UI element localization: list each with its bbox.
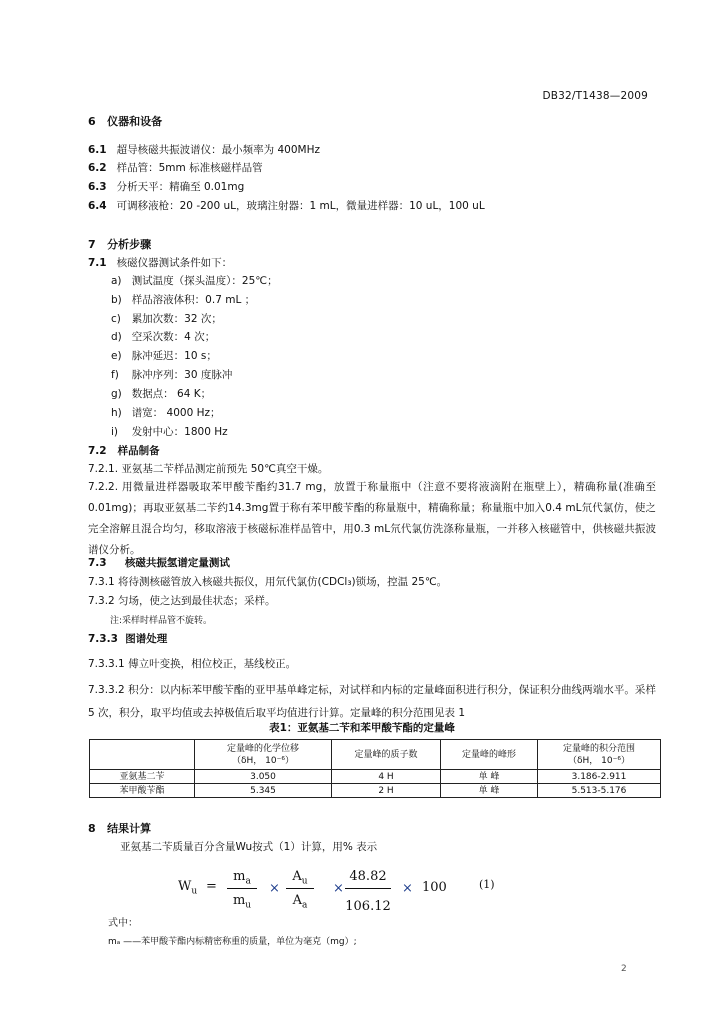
quant-peak-table [89,739,661,798]
fraction-1-numerator: $m_a$ [233,869,251,887]
fraction-1-bar [227,888,257,889]
section-8-intro: 亚氨基二苄质量百分含量Wu按式（1）计算，用% 表示 [120,841,378,853]
cell-shift: 5.345 [195,784,332,798]
fraction-3-numerator: 48.82 [349,869,387,884]
section-6-heading [88,113,162,129]
section-7-2-heading: 7.2 样品制备 [88,445,160,457]
fraction-1-denominator: $m_u$ [232,893,252,911]
table-header-row [90,740,661,770]
table-row [90,784,661,798]
paragraph-7-3-3-2: 7.3.3.2 积分：以内标苯甲酸苄酯的亚甲基单峰定标，对试样和内标的定量峰面积进行积分，保证积分曲线两端水平。采样 5 次，积分，取平均值或去掉极值后取平均值进行计算。定量峰的积分范围见表 1 [88,684,656,719]
item-7-1: 7.1 核磁仪器测试条件如下： [88,257,233,269]
condition-e: e) 脉冲延迟：10 s； [111,350,217,362]
condition-i: i) 发射中心：1800 Hz [111,426,228,438]
fraction-2-denominator: $A_a$ [292,893,308,911]
times-sign-3: × [402,881,413,896]
condition-f: f) 脉冲序列：30 度脉冲 [111,369,233,381]
equation-number: (1) [479,878,495,891]
condition-d: d) 空采次数：4 次； [111,331,216,343]
times-sign-2: × [333,881,344,896]
paragraph-7-2-1: 7.2.1. 亚氨基二苄样品测定前预先 50℃真空干燥。 [88,463,329,475]
condition-b: b) 样品溶液体积：0.7 mL ； [111,294,256,306]
cell-range: 5.513-5.176 [538,784,661,798]
section-7-heading [88,236,151,252]
paragraph-7-2-2: 7.2.2. 用微量进样器吸取苯甲酸苄酯约31.7 mg，放置于称量瓶中（注意不要将液滴附在瓶壁上），精确称量(准确至0.01mg)；再取亚氨基二苄约14.3mg置于称有苯甲酸苄酯的称量瓶中，精确称量；称量瓶中加入0.4 mL氘代氯仿，使之完全溶解且混合均匀，移取溶液于核磁标准样品管中，用0.3 mL氘代氯仿洗涤称量瓶，一并移入核磁管中，供核磁共振波谱仪分析。 [88,481,656,556]
section-7-3-heading: 7.3 核磁共振氢谱定量测试 [88,557,230,569]
section-7-number: 7 [88,238,96,251]
fraction-3-denominator: 106.12 [345,899,391,914]
cell-compound: 亚氨基二苄 [90,770,195,784]
cell-protons: 2 H [332,784,441,798]
header-shape: 定量峰的峰形 [441,740,538,770]
item-6-4: 6.4 可调移液枪：20 -200 uL，玻璃注射器：1 mL，微量进样器：10 uL，100 uL [88,200,485,212]
paragraph-7-3-3-1: 7.3.3.1 傅立叶变换，相位校正，基线校正。 [88,658,297,670]
header-empty-cell [90,740,195,770]
cell-compound: 苯甲酸苄酯 [90,784,195,798]
condition-a: a) 测试温度（探头温度）：25℃； [111,275,278,287]
formula-hundred: 100 [422,880,447,895]
where-label: 式中： [108,918,138,929]
cell-shift: 3.050 [195,770,332,784]
definition-ma: mₐ ——苯甲酸苄酯内标精密称重的质量，单位为毫克（mg）; [108,937,357,947]
header-range: 定量峰的积分范围 （δH， 10⁻⁶） [538,740,661,770]
item-6-1: 6.1 超导核磁共振波谱仪：最小频率为 400MHz [88,144,320,156]
condition-g: g) 数据点： 64 K； [111,388,212,400]
paragraph-7-3-2: 7.3.2 匀场，使之达到最佳状态；采样。 [88,595,276,607]
table-caption: 表1：亚氨基二苄和苯甲酸苄酯的定量峰 [269,722,455,734]
section-8-heading: 8 结果计算 [88,822,152,835]
fraction-2-bar [286,888,314,889]
condition-h: h) 谱宽： 4000 Hz； [111,407,221,419]
formula-lhs: $W_u$ [178,879,198,897]
section-7-3-3-heading: 7.3.3 图谱处理 [88,633,168,645]
cell-shape: 单 峰 [441,784,538,798]
note-sampling: 注:采样时样品管不旋转。 [110,616,213,626]
section-6-title: 仪器和设备 [107,115,163,128]
item-6-3: 6.3 分析天平：精确至 0.01mg [88,181,245,193]
cell-shape: 单 峰 [441,770,538,784]
standard-number: DB32/T1438—2009 [542,90,648,102]
page-number: 2 [621,964,627,974]
paragraph-7-3-1: 7.3.1 将待测核磁管放入核磁共振仪，用氘代氯仿(CDCl₃)锁场，控温 25℃。 [88,576,448,588]
header-shift: 定量峰的化学位移 （δH， 10⁻⁶） [195,740,332,770]
table-row [90,770,661,784]
fraction-3-bar [345,888,391,889]
condition-c: c) 累加次数：32 次； [111,313,222,325]
formula-equals: = [206,879,217,894]
cell-protons: 4 H [332,770,441,784]
section-7-title: 分析步骤 [107,238,152,251]
item-6-2: 6.2 样品管：5mm 标准核磁样品管 [88,162,263,174]
section-6-number: 6 [88,115,96,128]
cell-range: 3.186-2.911 [538,770,661,784]
fraction-2-numerator: $A_u$ [292,869,308,887]
header-protons: 定量峰的质子数 [332,740,441,770]
times-sign-1: × [269,881,280,896]
